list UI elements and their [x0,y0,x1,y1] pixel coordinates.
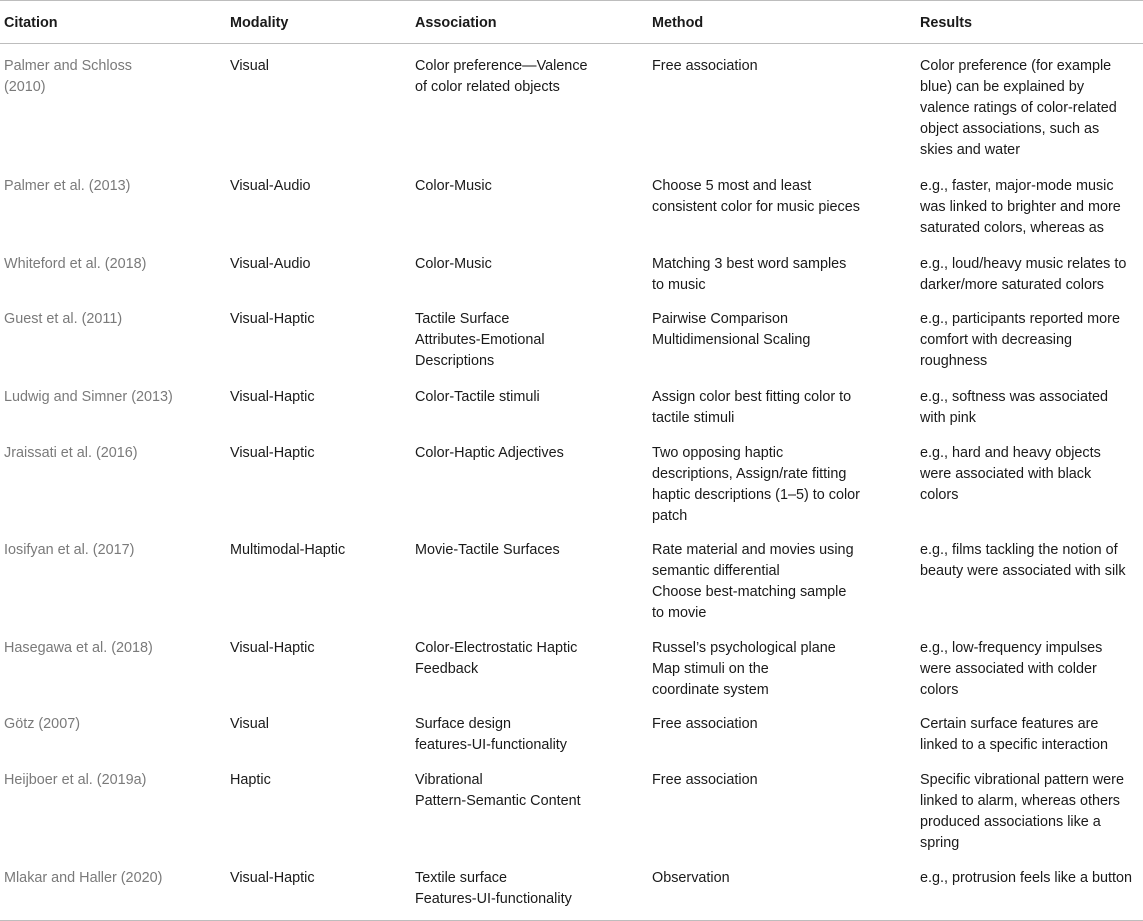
results-line: was linked to brighter and more [920,199,1121,215]
modality-line: Haptic [230,772,271,788]
modality-line: Visual-Audio [230,256,311,272]
association-line: Color-Tactile stimuli [415,389,540,405]
cell-results [916,707,1143,763]
results-line: were associated with black [920,466,1092,482]
association-line: Color preference—Valence [415,58,588,74]
cell-method [648,763,916,861]
cell-modality [226,169,411,247]
results-line: skies and water [920,142,1020,158]
cell-method [648,169,916,247]
results-line: e.g., hard and heavy objects [920,445,1101,461]
cell-modality [226,763,411,861]
association-line: Color-Haptic Adjectives [415,445,564,461]
cell-method [648,380,916,436]
results-line: linked to alarm, whereas others [920,793,1120,809]
table-row [0,436,1143,533]
citation-line: Iosifyan et al. (2017) [4,542,135,558]
results-line: e.g., films tackling the notion of [920,542,1118,558]
method-line: Multidimensional Scaling [652,332,811,348]
method-line: semantic differential [652,563,780,579]
cell-citation [0,533,226,631]
cell-association [411,436,648,533]
cell-modality [226,707,411,763]
cell-association [411,533,648,631]
cell-results [916,533,1143,631]
results-line: Certain surface features are [920,716,1099,732]
cell-association [411,631,648,707]
cell-results [916,247,1143,302]
modality-line: Multimodal-Haptic [230,542,346,558]
results-line: e.g., low-frequency impulses [920,640,1103,656]
association-line: Tactile Surface [415,311,510,327]
citation-line: Jraissati et al. (2016) [4,445,138,461]
method-line: Assign color best fitting color to [652,389,852,405]
modality-line: Visual-Audio [230,178,311,194]
citation-line: Palmer and Schloss [4,58,132,74]
table-row [0,169,1143,247]
citation-line: (2010) [4,79,46,95]
header-results: Results [916,1,1143,44]
results-line: linked to a specific interaction [920,737,1108,753]
cell-citation [0,380,226,436]
results-line: comfort with decreasing [920,332,1072,348]
results-line: beauty were associated with silk [920,563,1126,579]
cell-citation [0,631,226,707]
association-line: Feedback [415,661,479,677]
results-line: Color preference (for example [920,58,1112,74]
results-line: e.g., participants reported more [920,311,1120,327]
method-line: Map stimuli on the [652,661,769,677]
modality-line: Visual-Haptic [230,445,315,461]
table-row [0,763,1143,861]
method-line: tactile stimuli [652,410,735,426]
association-line: Vibrational [415,772,483,788]
cell-citation [0,169,226,247]
cell-association [411,763,648,861]
table-row [0,533,1143,631]
association-line: Attributes-Emotional [415,332,545,348]
cell-citation [0,861,226,921]
cell-method [648,44,916,170]
cell-method [648,436,916,533]
cell-results [916,861,1143,921]
cell-modality [226,44,411,170]
cell-citation [0,436,226,533]
cell-modality [226,302,411,380]
cell-results [916,302,1143,380]
cell-method [648,247,916,302]
method-line: Observation [652,870,730,886]
citation-line: Ludwig and Simner (2013) [4,389,173,405]
cell-citation [0,763,226,861]
cell-method [648,861,916,921]
cell-association [411,861,648,921]
modality-line: Visual [230,58,269,74]
association-line: Surface design [415,716,511,732]
results-line: Specific vibrational pattern were [920,772,1124,788]
table-row [0,247,1143,302]
association-line: Textile surface [415,870,507,886]
cell-results [916,631,1143,707]
cell-results [916,763,1143,861]
cell-association [411,169,648,247]
citation-line: Palmer et al. (2013) [4,178,131,194]
cell-association [411,380,648,436]
results-line: were associated with colder [920,661,1097,677]
cell-association [411,302,648,380]
cell-modality [226,380,411,436]
method-line: Russel’s psychological plane [652,640,836,656]
cell-modality [226,247,411,302]
results-line: object associations, such as [920,121,1100,137]
results-line: spring [920,835,960,851]
association-line: features-UI-functionality [415,737,567,753]
modality-line: Visual-Haptic [230,870,315,886]
results-line: e.g., softness was associated [920,389,1108,405]
method-line: Choose 5 most and least [652,178,812,194]
association-line: Color-Music [415,256,492,272]
modality-line: Visual-Haptic [230,389,315,405]
table-row [0,707,1143,763]
citation-line: Götz (2007) [4,716,80,732]
cell-citation [0,44,226,170]
association-line: Descriptions [415,353,495,369]
citation-line: Guest et al. (2011) [4,311,123,327]
header-association: Association [411,1,648,44]
method-line: Free association [652,58,758,74]
cell-method [648,631,916,707]
cell-results [916,436,1143,533]
method-line: Free association [652,772,758,788]
method-line: consistent color for music pieces [652,199,860,215]
citation-line: Hasegawa et al. (2018) [4,640,153,656]
table-body [0,44,1143,921]
results-line: colors [920,487,959,503]
association-line: Color-Music [415,178,492,194]
citation-line: Whiteford et al. (2018) [4,256,147,272]
association-line: Movie-Tactile Surfaces [415,542,560,558]
table-row [0,302,1143,380]
table-header [0,1,1143,44]
cell-method [648,302,916,380]
modality-line: Visual-Haptic [230,311,315,327]
association-line: Color-Electrostatic Haptic [415,640,578,656]
method-line: to movie [652,605,707,621]
cell-association [411,247,648,302]
header-citation: Citation [0,1,226,44]
results-line: blue) can be explained by [920,79,1085,95]
method-line: to music [652,277,706,293]
cell-modality [226,533,411,631]
method-line: Choose best-matching sample [652,584,847,600]
header-modality: Modality [226,1,411,44]
method-line: Free association [652,716,758,732]
cell-results [916,380,1143,436]
results-line: e.g., faster, major-mode music [920,178,1114,194]
cell-modality [226,861,411,921]
header-row [0,1,1143,44]
table-row [0,631,1143,707]
method-line: Rate material and movies using [652,542,854,558]
results-line: e.g., protrusion feels like a button [920,870,1132,886]
results-line: roughness [920,353,988,369]
table-row [0,380,1143,436]
cell-modality [226,631,411,707]
citation-line: Heijboer et al. (2019a) [4,772,147,788]
cell-method [648,707,916,763]
table-row [0,861,1143,921]
cell-association [411,707,648,763]
results-line: produced associations like a [920,814,1101,830]
cell-citation [0,707,226,763]
results-line: valence ratings of color-related [920,100,1117,116]
results-line: darker/more saturated colors [920,277,1104,293]
results-line: with pink [920,410,976,426]
method-line: patch [652,508,688,524]
modality-line: Visual [230,716,269,732]
method-line: coordinate system [652,682,769,698]
cell-association [411,44,648,170]
cell-modality [226,436,411,533]
method-line: Two opposing haptic [652,445,784,461]
header-method: Method [648,1,916,44]
method-line: descriptions, Assign/rate fitting [652,466,847,482]
association-line: Features-UI-functionality [415,891,572,907]
cell-results [916,44,1143,170]
association-line: Pattern-Semantic Content [415,793,581,809]
method-line: haptic descriptions (1–5) to color [652,487,860,503]
method-line: Matching 3 best word samples [652,256,847,272]
cell-citation [0,247,226,302]
table-row [0,44,1143,170]
cell-citation [0,302,226,380]
results-line: colors [920,682,959,698]
results-line: saturated colors, whereas as [920,220,1104,236]
citation-line: Mlakar and Haller (2020) [4,870,163,886]
method-line: Pairwise Comparison [652,311,788,327]
association-line: of color related objects [415,79,560,95]
results-line: e.g., loud/heavy music relates to [920,256,1127,272]
cell-method [648,533,916,631]
modality-line: Visual-Haptic [230,640,315,656]
cell-results [916,169,1143,247]
